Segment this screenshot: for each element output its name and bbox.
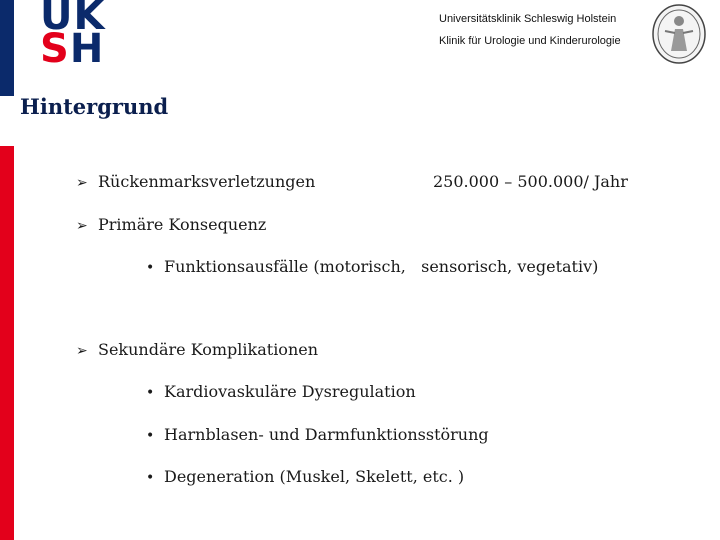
uksh-logo: UK SH bbox=[40, 0, 106, 72]
list-item-level2: • Degeneration (Muskel, Skelett, etc. ) bbox=[146, 467, 465, 486]
dot-bullet-icon: • bbox=[146, 428, 155, 444]
university-seal-icon bbox=[651, 3, 707, 65]
list-item-level2: • Harnblasen- und Darmfunktionsstörung bbox=[146, 425, 489, 444]
dot-bullet-icon: • bbox=[146, 470, 155, 486]
list-item-level1: ➢ Sekundäre Komplikationen bbox=[76, 340, 319, 359]
left-accent-bar-blue bbox=[0, 0, 14, 96]
list-item-level2: • Kardiovaskuläre Dysregulation bbox=[146, 382, 416, 401]
dot-bullet-icon: • bbox=[146, 385, 155, 401]
dot-bullet-icon: • bbox=[146, 260, 155, 276]
arrow-bullet-icon: ➢ bbox=[76, 175, 88, 191]
arrow-bullet-icon: ➢ bbox=[76, 218, 88, 234]
left-accent-bar-red bbox=[0, 146, 14, 540]
institution-name: Universitätsklinik Schleswig Holstein bbox=[439, 13, 617, 25]
arrow-bullet-icon: ➢ bbox=[76, 343, 88, 359]
list-item-level1: ➢ Primäre Konsequenz bbox=[76, 215, 267, 234]
list-item-level2: • Funktionsausfälle (motorisch, sensorisch, vegetativ) bbox=[146, 257, 599, 276]
department-name: Klinik für Urologie und Kinderurologie bbox=[439, 35, 621, 47]
injury-rate-value: 250.000 – 500.000/ Jahr bbox=[433, 172, 628, 191]
list-item-level1: ➢ Rückenmarksverletzungen bbox=[76, 172, 316, 191]
slide-title: Hintergrund bbox=[20, 94, 169, 119]
